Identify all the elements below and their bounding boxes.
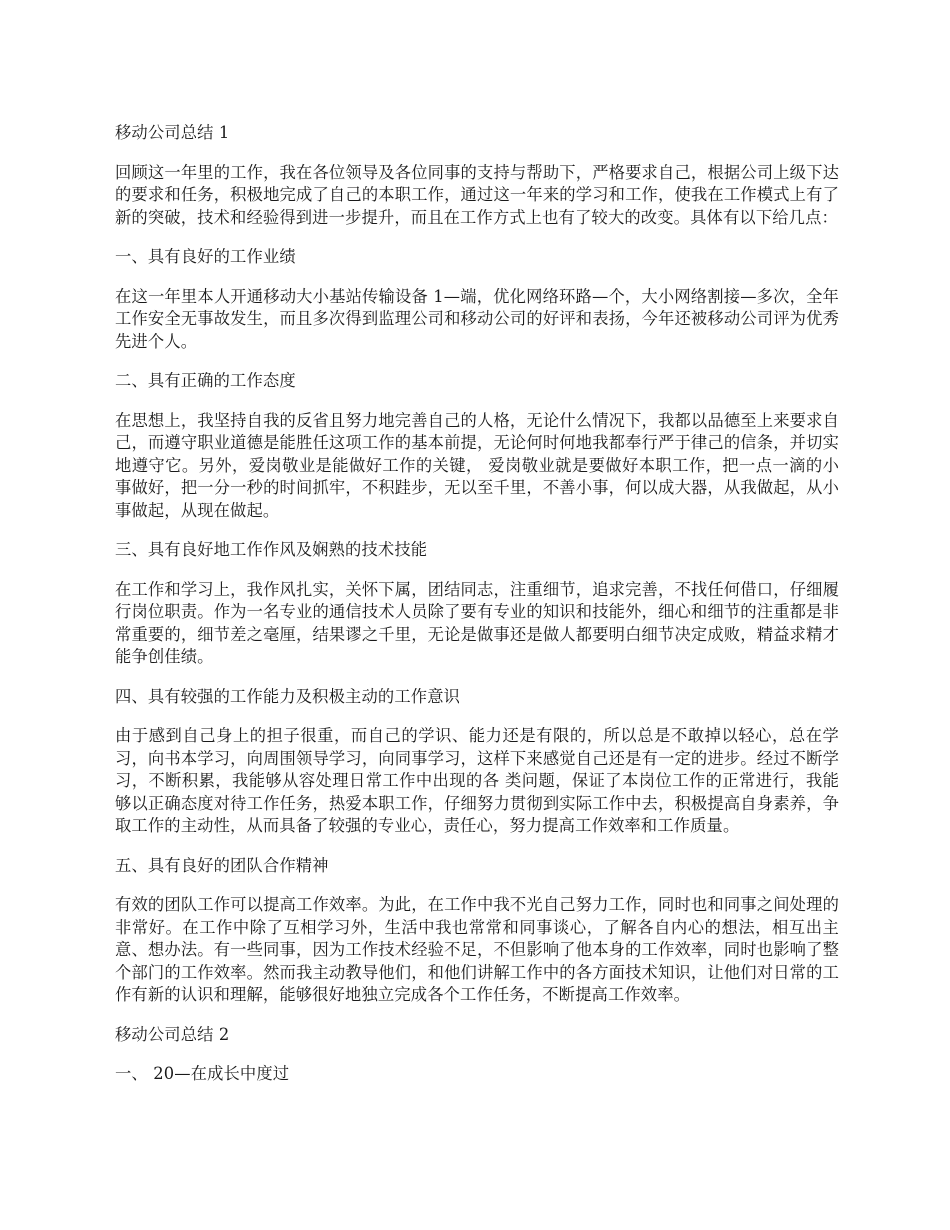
paragraph: 在思想上，我坚持自我的反省且努力地完善自己的人格，无论什么情况下，我都以品德至上来要求自己，而遵守职业道德是能胜任这项工作的基本前提，无论何时何地我都奉行严于律己的信条，并切实地遵守它。另外，爱岗敬业是能做好工作的关键， 爱岗敬业就是要做好本职工作，把一点一滴的小事做好，把一分一秒的时间抓牢，不积跬步，无以至千里，不善小事，何以成大器，从我做起，从小事做起，从现在做起。 bbox=[115, 410, 839, 520]
section-heading: 移动公司总结 2 bbox=[115, 1024, 230, 1044]
paragraph: 在这一年里本人开通移动大小基站传输设备 1—端，优化网络环路—个，大小网络割接—多次，全年工作安全无事故发生，而且多次得到监理公司和移动公司的好评和表扬，今年还被移动公司评为优秀先进个人。 bbox=[115, 286, 839, 351]
section-heading: 三、具有良好地工作作风及娴熟的技术技能 bbox=[115, 540, 428, 559]
section-heading: 移动公司总结 1 bbox=[115, 123, 230, 142]
paragraph: 有效的团队工作可以提高工作效率。为此，在工作中我不光自己努力工作，同时也和同事之间处理的非常好。在工作中除了互相学习外，生活中我也常常和同事谈心，了解各自内心的想法，相互出主意、想办法。有一些同事，因为工作技术经验不足，不但影响了他本身的工作效率，同时也影响了整个部门的工作效率。然而我主动教导他们，和他们讲解工作中的各方面技术知识，让他们对日常的工作有新的认识和理解，能够很好地独立完成各个工作任务，不断提高工作效率。 bbox=[115, 895, 839, 1004]
section-heading: 一、 20—在成长中度过 bbox=[115, 1064, 290, 1083]
section-heading: 四、具有较强的工作能力及积极主动的工作意识 bbox=[115, 686, 461, 706]
section-heading: 一、具有良好的工作业绩 bbox=[115, 247, 296, 266]
document-page bbox=[115, 122, 839, 1103]
section-heading: 二、具有正确的工作态度 bbox=[115, 371, 296, 390]
section-heading: 五、具有良好的团队合作精神 bbox=[115, 855, 329, 875]
paragraph: 在工作和学习上，我作风扎实，关怀下属，团结同志，注重细节，追求完善，不找任何借口，仔细履行岗位职责。作为一名专业的通信技术人员除了要有专业的知识和技能外，细心和细节的注重都是非常重要的，细节差之毫厘，结果谬之千里，无论是做事还是做人都要明白细节决定成败，精益求精才能争创佳绩。 bbox=[115, 579, 839, 666]
paragraph: 由于感到自己身上的担子很重，而自己的学识、能力还是有限的，所以总是不敢掉以轻心，总在学习，向书本学习，向周围领导学习，向同事学习，这样下来感觉自己还是有一定的进步。经过不断学习，不断积累，我能够从容处理日常工作中出现的各 类问题，保证了本岗位工作的正常进行，我能够以正确态度对待工作任务，热爱本职工作，仔细努力贯彻到实际工作中去，积极提高自身素养，争取工作的主动性，从而具备了较强的专业心，责任心，努力提高工作效率和工作质量。 bbox=[115, 726, 839, 835]
paragraph: 回顾这一年里的工作，我在各位领导及各位同事的支持与帮助下，严格要求自己，根据公司上级下达的要求和任务，积极地完成了自己的本职工作，通过这一年来的学习和工作，使我在工作模式上有了新的突破，技术和经验得到进一步提升，而且在工作方式上也有了较大的改变。具体有以下给几点： bbox=[115, 162, 839, 227]
